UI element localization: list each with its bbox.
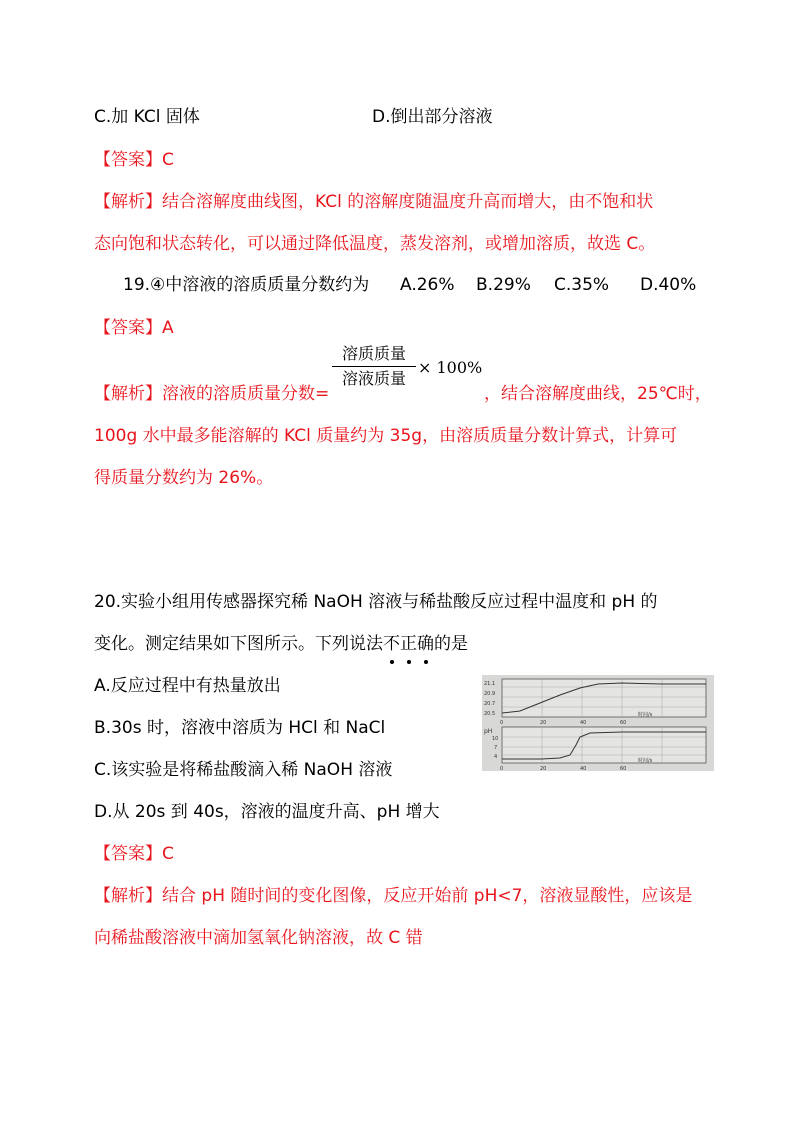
- formula-numerator: 溶质质量: [341, 344, 406, 363]
- time-tick-top-0: 0: [500, 720, 504, 726]
- q19-analysis-line2: 100g 水中最多能溶解的 KCl 质量约为 35g，由溶质质量分数计算式，计算可: [94, 426, 678, 446]
- time-tick-bottom-60: 60: [620, 766, 627, 771]
- q20-stem-prefix: 变化。测定结果如下图所示。下列说法: [94, 634, 383, 654]
- time-tick-top-40: 40: [580, 720, 587, 726]
- ph-tick-4: 4: [494, 754, 498, 760]
- time-tick-bottom-0: 0: [500, 766, 504, 771]
- q20-answer: 【答案】C: [94, 844, 174, 864]
- q19-analysis-prefix: 【解析】溶液的溶质质量分数=: [94, 384, 330, 404]
- q20-stem-line2: [94, 632, 468, 656]
- q19-option-c: C.35%: [554, 275, 610, 295]
- ph-tick-10: 10: [492, 736, 499, 742]
- time-tick-bottom-40: 40: [580, 766, 587, 771]
- time-tick-top-20: 20: [540, 720, 547, 726]
- formula-denominator: 溶液质量: [341, 369, 406, 388]
- q20-stem-suffix: 的是: [434, 634, 468, 654]
- ph-axis-label: pH: [484, 728, 493, 735]
- emphasis-char-3: 确: [417, 634, 434, 654]
- time-axis-label-bottom: 时间/s: [638, 758, 653, 764]
- emphasis-char-1: 不: [383, 634, 400, 654]
- formula-times-100: × 100%: [418, 358, 483, 377]
- q18-analysis-line1: 【解析】结合溶解度曲线图，KCl 的溶解度随温度升高而增大，由不饱和状: [94, 192, 654, 212]
- q18-option-d: D.倒出部分溶液: [372, 107, 493, 127]
- q18-option-c: C.加 KCl 固体: [94, 107, 200, 127]
- q18-analysis-line2: 态向饱和状态转化，可以通过降低温度，蒸发溶剂，或增加溶质，故选 C。: [94, 234, 656, 254]
- temp-tick-4: 20.5: [484, 711, 496, 717]
- q19-option-a: A.26%: [400, 275, 455, 295]
- q20-option-b: B.30s 时，溶液中溶质为 HCl 和 NaCl: [94, 718, 386, 738]
- mass-fraction-formula: [332, 344, 416, 389]
- emphasis-char-2: 正: [400, 634, 417, 654]
- q20-analysis-line1: 【解析】结合 pH 随时间的变化图像，反应开始前 pH<7，溶液显酸性，应该是: [94, 886, 693, 906]
- q19-analysis-line3: 得质量分数约为 26%。: [94, 468, 274, 488]
- q20-option-a: A.反应过程中有热量放出: [94, 676, 281, 696]
- time-tick-top-60: 60: [620, 720, 627, 726]
- q19-option-b: B.29%: [476, 275, 531, 295]
- q20-stem-line1: 20.实验小组用传感器探究稀 NaOH 溶液与稀盐酸反应过程中温度和 pH 的: [94, 592, 658, 612]
- ph-tick-7: 7: [494, 745, 498, 751]
- q20-analysis-line2: 向稀盐酸溶液中滴加氢氧化钠溶液，故 C 错: [94, 928, 423, 948]
- time-axis-label-top: 时间/s: [638, 712, 653, 718]
- q18-answer: 【答案】C: [94, 150, 174, 170]
- temp-tick-3: 20.7: [484, 701, 496, 707]
- q20-option-c: C.该实验是将稀盐酸滴入稀 NaOH 溶液: [94, 760, 393, 780]
- q19-answer: 【答案】A: [94, 318, 174, 338]
- time-tick-bottom-20: 20: [540, 766, 547, 771]
- q19-analysis-suffix: ，结合溶解度曲线，25℃时，: [484, 384, 712, 404]
- temperature-ph-graph: [482, 675, 714, 771]
- temp-tick-1: 21.1: [484, 681, 496, 687]
- temp-tick-2: 20.9: [484, 691, 496, 697]
- sensor-graph-figure: [482, 675, 714, 771]
- q19-stem: 19.④中溶液的溶质质量分数约为: [123, 275, 370, 295]
- q19-option-d: D.40%: [640, 275, 697, 295]
- q20-option-d: D.从 20s 到 40s，溶液的温度升高、pH 增大: [94, 802, 440, 822]
- fraction-bar: [332, 366, 416, 367]
